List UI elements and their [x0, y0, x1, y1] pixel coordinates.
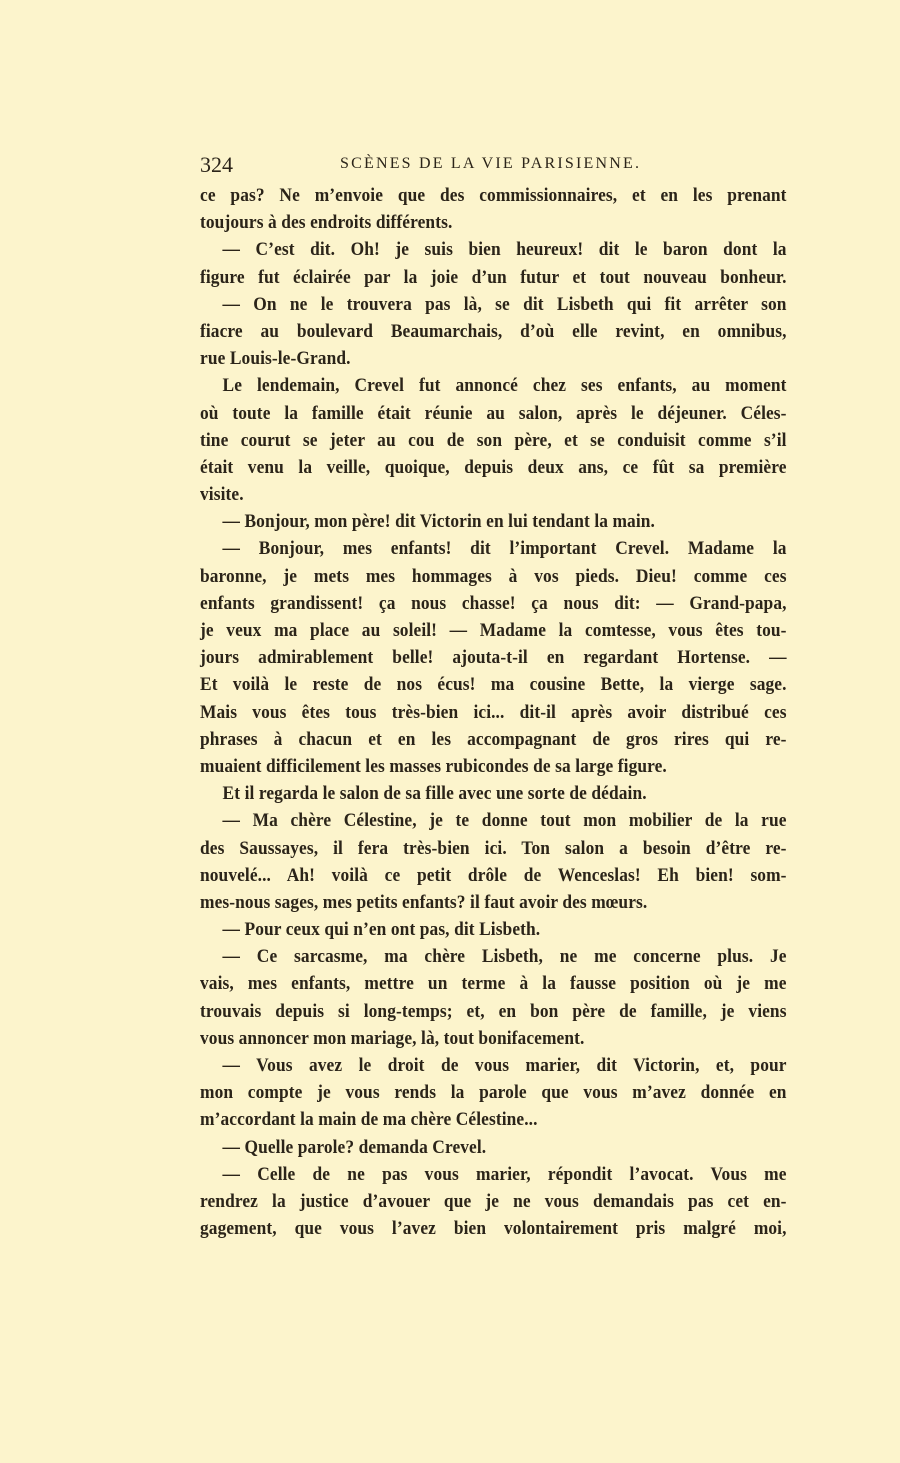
text-line: enfants grandissent! ça nous chasse! ça nous dit: — Grand-papa,: [200, 593, 787, 614]
paragraph: [200, 1162, 787, 1244]
text-line: jours admirablement belle! ajouta-t-il en regardant Hortense. —: [200, 648, 787, 669]
text-line: Le lendemain, Crevel fut annoncé chez ses enfants, au moment: [222, 376, 787, 397]
text-line: mon compte je vous rends la parole que vous m’avez donnée en: [200, 1083, 787, 1104]
text-line: — On ne le trouvera pas là, se dit Lisbeth qui fit arrêter son: [222, 294, 787, 315]
paragraph: [200, 292, 787, 374]
text-line: fiacre au boulevard Beaumarchais, d’où elle revint, en omnibus,: [200, 321, 787, 342]
paragraph: [200, 917, 787, 944]
text-line: — Vous avez le droit de vous marier, dit Victorin, et, pour: [222, 1056, 787, 1076]
text-line: — Celle de ne pas vous marier, répondit l’avocat. Vous me: [222, 1164, 787, 1185]
text-line: rue Louis-le-Grand.: [200, 349, 351, 370]
text-line: — Pour ceux qui n’en ont pas, dit Lisbeth.: [222, 920, 541, 941]
text-line: ce pas? Ne m’envoie que des commissionnaires, et en les prenant: [200, 186, 787, 206]
paragraph: [200, 183, 787, 237]
text-line: tine courut se jeter au cou de son père, et se conduisit comme s’il: [200, 430, 787, 451]
text-line: nouvelé... Ah! voilà ce petit drôle de Wenceslas! Eh bien! som-: [200, 865, 787, 886]
text-line: gagement, que vous l’avez bien volontairement pris malgré moi,: [200, 1219, 787, 1240]
paragraph: [200, 1053, 787, 1135]
text-line: figure fut éclairée par la joie d’un futur et tout nouveau bonheur.: [200, 267, 787, 288]
text-line: phrases à chacun et en les accompagnant de gros rires qui re-: [200, 729, 787, 750]
page-number: 324: [200, 152, 233, 177]
text-line: muaient difficilement les masses rubicondes de sa large figure.: [200, 756, 667, 777]
paragraph: [200, 944, 787, 1053]
text-line: était venu la veille, quoique, depuis deux ans, ce fût sa première: [200, 457, 787, 478]
text-line: rendrez la justice d’avouer que je ne vous demandais pas cet en-: [200, 1191, 787, 1212]
text-line: des Saussayes, il fera très-bien ici. Ton salon a besoin d’être re-: [200, 838, 787, 859]
text-line: visite.: [200, 485, 244, 506]
text-line: — Quelle parole? demanda Crevel.: [222, 1137, 487, 1158]
paragraph: [200, 509, 787, 536]
text-line: je veux ma place au soleil! — Madame la comtesse, vous êtes tou-: [200, 621, 787, 641]
text-line: vous annoncer mon mariage, là, tout bonifacement.: [200, 1028, 585, 1049]
text-line: Et il regarda le salon de sa fille avec une sorte de dédain.: [222, 784, 647, 805]
paragraph: [200, 1135, 787, 1162]
paragraph: [200, 536, 787, 781]
text-line: — Ma chère Célestine, je te donne tout mon mobilier de la rue: [222, 811, 787, 832]
text-line: mes-nous sages, mes petits enfants? il faut avoir des mœurs.: [200, 892, 648, 913]
running-header: [200, 152, 787, 180]
text-line: — Ce sarcasme, ma chère Lisbeth, ne me concerne plus. Je: [222, 947, 787, 968]
text-line: où toute la famille était réunie au salon, après le déjeuner. Céles-: [200, 403, 787, 424]
text-line: vais, mes enfants, mettre un terme à la fausse position où je me: [200, 974, 787, 995]
page-body-text: [200, 183, 787, 1243]
text-line: — C’est dit. Oh! je suis bien heureux! dit le baron dont la: [222, 240, 787, 261]
text-line: baronne, je mets mes hommages à vos pieds. Dieu! comme ces: [200, 566, 787, 587]
text-line: Mais vous êtes tous très-bien ici... dit-il après avoir distribué ces: [200, 702, 787, 723]
text-line: trouvais depuis si long-temps; et, en bon père de famille, je viens: [200, 1001, 787, 1022]
text-line: Et voilà le reste de nos écus! ma cousine Bette, la vierge sage.: [200, 675, 787, 696]
text-line: — Bonjour, mes enfants! dit l’important Crevel. Madame la: [222, 539, 787, 560]
paragraph: [200, 373, 787, 509]
text-line: m’accordant la main de ma chère Célestine...: [200, 1110, 538, 1131]
paragraph: [200, 237, 787, 291]
running-title: SCÈNES DE LA VIE PARISIENNE.: [340, 155, 642, 172]
paragraph: [200, 808, 787, 917]
text-line: — Bonjour, mon père! dit Victorin en lui tendant la main.: [222, 512, 655, 533]
paragraph: [200, 781, 787, 808]
text-line: toujours à des endroits différents.: [200, 213, 453, 234]
